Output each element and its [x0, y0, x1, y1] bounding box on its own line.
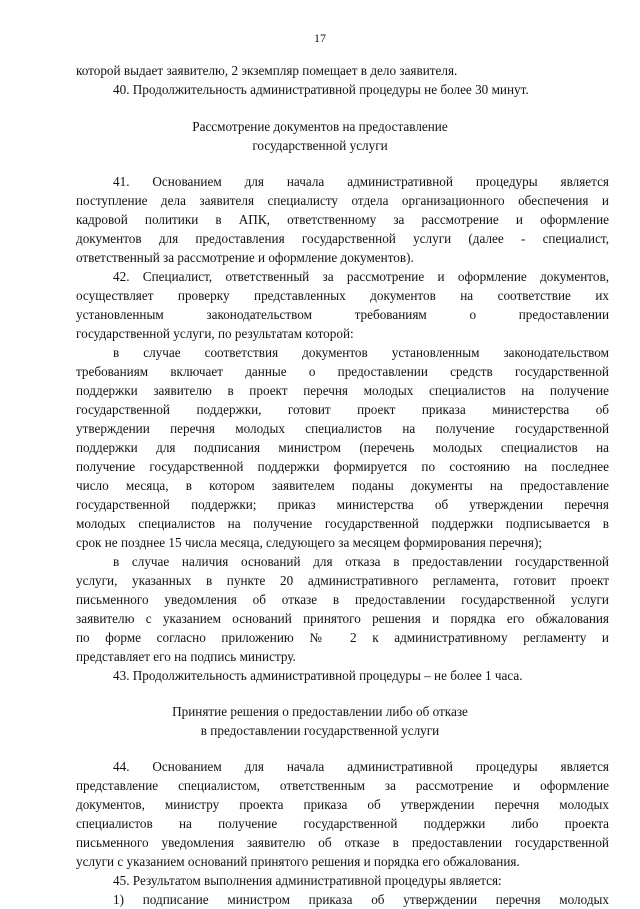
paragraph-line: получение государственной поддержки формируется по состоянию на последнее [76, 459, 609, 474]
paragraph-line: утверждении перечня молодых специалистов на получение государственной [76, 421, 609, 436]
paragraph-line: которой выдает заявителю, 2 экземпляр помещает в дело заявителя. [76, 63, 458, 78]
paragraph-line: установленным законодательством требованиям о предоставлении [76, 307, 609, 322]
paragraph-line: услуги, указанных в пункте 20 административного регламента, готовит проект [76, 573, 609, 588]
paragraph-line: требованиям включает данные о предоставлении средств государственной [76, 364, 609, 379]
paragraph-line: письменного уведомления об отказе в предоставлении государственной услуги [76, 592, 609, 607]
paragraph-line: молодых специалистов на получение государственной поддержки подписывается в [76, 516, 609, 531]
section-heading-line: в предоставлении государственной услуги [200, 723, 440, 738]
paragraph-line: ответственный за рассмотрение и оформление документов). [76, 250, 414, 265]
paragraph-line: услуги с указанием оснований принятого решения и порядка его обжалования. [76, 854, 520, 869]
paragraph-line: письменного уведомления заявителю об отказе в предоставлении государственной [76, 835, 609, 850]
paragraph-line: в случае наличия оснований для отказа в предоставлении государственной [113, 554, 609, 569]
paragraph-line: 43. Продолжительность административной процедуры – не более 1 часа. [113, 668, 523, 683]
section-heading-line: Принятие решения о предоставлении либо об отказе [172, 704, 468, 719]
paragraph-line: поддержки заявителю в проект перечня молодых специалистов на получение [76, 383, 609, 398]
paragraph-line: документов для предоставления государственной услуги (далее - специалист, [76, 231, 609, 246]
paragraph-line: государственной поддержки; приказ министерства об утверждении перечня [76, 497, 609, 512]
paragraph-line: 44. Основанием для начала административной процедуры является [113, 759, 609, 774]
paragraph-line: по форме согласно приложению № 2 к административному регламенту и [76, 630, 609, 645]
paragraph-line: представление специалистом, ответственным за рассмотрение и оформление [76, 778, 609, 793]
paragraph-line: кадровой политики в АПК, ответственному за рассмотрение и оформление [76, 212, 609, 227]
paragraph-line: 41. Основанием для начала административной процедуры является [113, 174, 609, 189]
paragraph-line: поддержки для подписания министром (перечень молодых специалистов на [76, 440, 609, 455]
section-heading-line: Рассмотрение документов на предоставление [192, 119, 448, 134]
paragraph-line: осуществляет проверку представленных документов на соответствие их [76, 288, 609, 303]
paragraph-line: представляет его на подпись министру. [76, 649, 296, 664]
paragraph-line: 42. Специалист, ответственный за рассмотрение и оформление документов, [113, 269, 609, 284]
paragraph-line: государственной услуги, по результатам которой: [76, 326, 354, 341]
paragraph-line: 45. Результатом выполнения административной процедуры является: [113, 873, 502, 888]
paragraph-line: 1) подписание министром приказа об утверждении перечня молодых [113, 892, 609, 907]
paragraph-line: 40. Продолжительность административной процедуры не более 30 минут. [113, 82, 529, 97]
paragraph-line: срок не позднее 15 числа месяца, следующего за месяцем формирования перечня); [76, 535, 543, 550]
page-number: 17 [314, 31, 326, 45]
paragraph-line: документов, министру проекта приказа об утверждении перечня молодых [76, 797, 609, 812]
paragraph-line: специалистов на получение государственной поддержки либо проекта [76, 816, 609, 831]
paragraph-line: в случае соответствия документов установленным законодательством [113, 345, 609, 360]
section-heading-line: государственной услуги [252, 138, 388, 153]
paragraph-line: поступление дела заявителя специалисту отдела организационного обеспечения и [76, 193, 609, 208]
paragraph-line: число месяца, в котором заявителем поданы документы на предоставление [76, 478, 609, 493]
paragraph-line: заявителю с указанием оснований принятого решения и порядка его обжалования [76, 611, 609, 626]
paragraph-line: государственной поддержки, готовит проект приказа министерства об [76, 402, 609, 417]
